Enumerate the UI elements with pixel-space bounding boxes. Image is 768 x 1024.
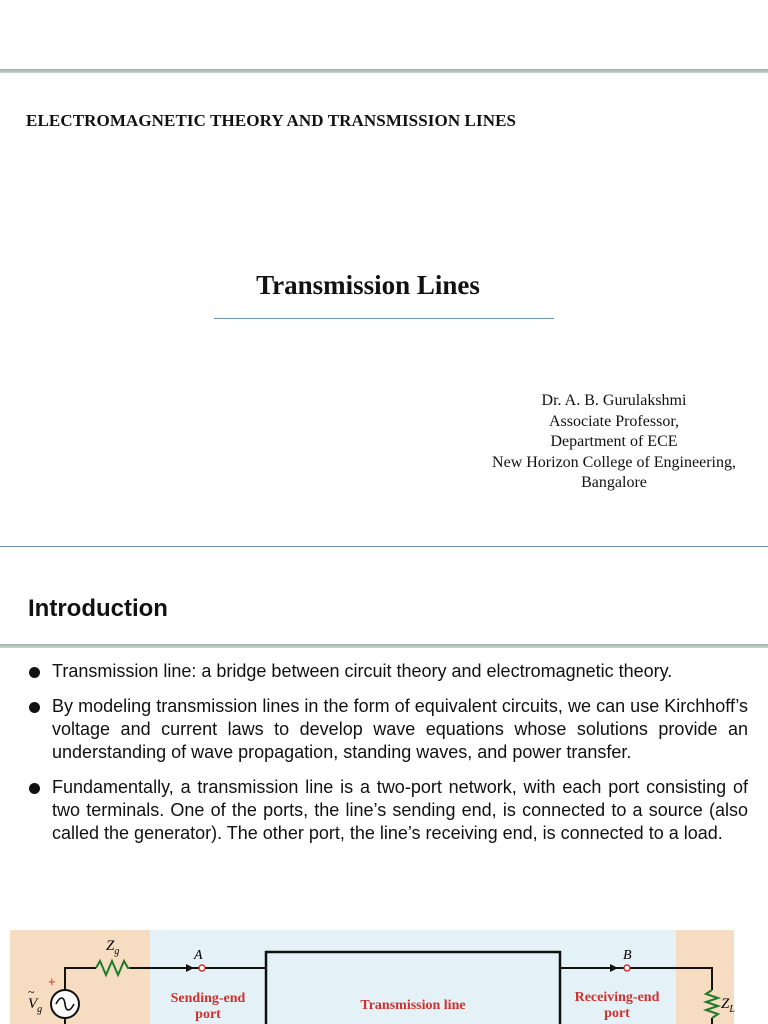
receiving-end-label: Receiving-end bbox=[574, 990, 660, 1005]
node-a-terminal bbox=[199, 965, 205, 971]
node-a-label: A bbox=[194, 948, 203, 963]
slide-title: Transmission Lines bbox=[256, 270, 480, 300]
bullet-icon bbox=[29, 702, 40, 713]
course-title: ELECTROMAGNETIC THEORY AND TRANSMISSION LINES bbox=[26, 111, 517, 130]
author-position: Associate Professor, bbox=[549, 412, 679, 430]
bullet-text: Transmission line: a bridge between circuit theory and electromagnetic theory. bbox=[52, 661, 673, 681]
author-college: New Horizon College of Engineering, bbox=[492, 453, 736, 471]
vg-label: $V_g$ bbox=[28, 996, 43, 1015]
zg-label: $Z_g$ bbox=[106, 938, 120, 957]
author-city: Bangalore bbox=[581, 474, 647, 492]
sending-end-label: Sending-end bbox=[170, 991, 246, 1006]
top-divider bbox=[0, 69, 768, 73]
author-department: Department of ECE bbox=[550, 433, 678, 451]
zl-label: $Z_L$ bbox=[721, 996, 735, 1015]
bullet-text: By modeling transmission lines in the form of equivalent circuits, we can use Kirchhoff’s voltage and current laws to develop wave equations whose solutions provide an understanding of wave propagation, standing waves, and power transfer. bbox=[52, 696, 748, 762]
list-item bbox=[28, 660, 748, 683]
node-b-label: B bbox=[623, 948, 632, 963]
list-item bbox=[28, 776, 748, 845]
heading-divider bbox=[0, 644, 768, 648]
section-heading: Introduction bbox=[28, 595, 168, 622]
sending-port-label: port bbox=[195, 1007, 221, 1022]
node-b-terminal bbox=[624, 965, 630, 971]
author-block bbox=[470, 391, 758, 494]
bullet-text: Fundamentally, a transmission line is a two-port network, with each port consisting of two terminals. One of the ports, the line’s sending end, is connected to a source (also called the generator). The other port, the line’s receiving end, is connected to a load. bbox=[52, 777, 748, 843]
title-underline bbox=[214, 318, 554, 319]
transmission-line-diagram bbox=[10, 928, 734, 1024]
bullet-icon bbox=[29, 667, 40, 678]
list-item bbox=[28, 695, 748, 764]
plus-sign: + bbox=[48, 974, 56, 989]
bullet-icon bbox=[29, 783, 40, 794]
transmission-line-label: Transmission line bbox=[360, 998, 466, 1013]
bullet-list bbox=[28, 660, 748, 857]
receiving-port-label: port bbox=[604, 1006, 630, 1021]
vg-tilde: ~ bbox=[28, 985, 35, 999]
author-name: Dr. A. B. Gurulakshmi bbox=[541, 392, 687, 409]
slide-divider bbox=[0, 546, 768, 547]
